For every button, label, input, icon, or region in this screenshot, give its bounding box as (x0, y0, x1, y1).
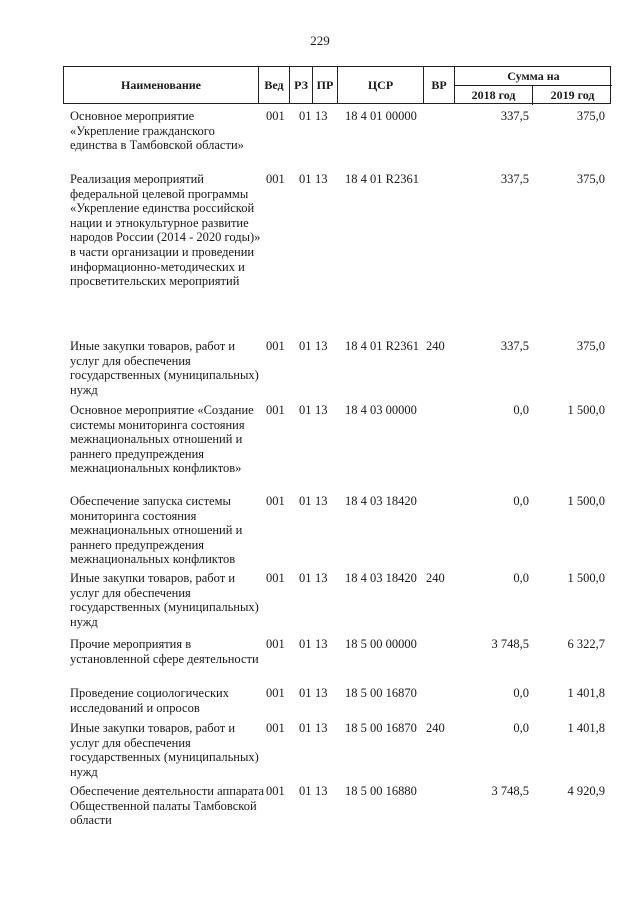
row-csr: 18 4 01 00000 (345, 109, 417, 123)
row-2019: 6 322,7 (567, 637, 605, 651)
row-vr: 240 (426, 571, 445, 585)
row-csr: 18 5 00 00000 (345, 637, 417, 651)
row-csr: 18 4 03 00000 (345, 403, 417, 417)
header-ved: Вед (259, 67, 290, 103)
row-pr: 13 (315, 109, 328, 123)
row-2019: 1 500,0 (567, 403, 605, 417)
header-pr: ПР (313, 67, 338, 103)
row-2018: 0,0 (513, 494, 529, 508)
row-csr: 18 5 00 16870 (345, 686, 417, 700)
row-ved: 001 (266, 172, 285, 186)
row-ved: 001 (266, 571, 285, 585)
row-vr: 240 (426, 339, 445, 353)
row-csr: 18 4 03 18420 (345, 494, 417, 508)
row-rz: 01 (299, 784, 312, 798)
row-ved: 001 (266, 403, 285, 417)
row-2019: 1 500,0 (567, 571, 605, 585)
row-2018: 337,5 (500, 172, 529, 186)
row-rz: 01 (299, 494, 312, 508)
row-rz: 01 (299, 637, 312, 651)
row-ved: 001 (266, 109, 285, 123)
row-2018: 337,5 (500, 109, 529, 123)
row-2018: 3 748,5 (491, 784, 529, 798)
row-2018: 0,0 (513, 721, 529, 735)
row-name: Иные закупки товаров, работ и услуг для обеспечения государственных (муниципальных) нужд (70, 339, 259, 397)
row-2019: 375,0 (576, 339, 605, 353)
header-vr: ВР (424, 67, 455, 103)
row-name: Обеспечение запуска системы мониторинга состояния межнациональных отношений и раннего предупреждения межнациональных конфликтов (70, 494, 243, 567)
row-pr: 13 (315, 403, 328, 417)
row-name: Прочие мероприятия в установленной сфере деятельности (70, 637, 259, 666)
row-2019: 375,0 (576, 109, 605, 123)
row-rz: 01 (299, 571, 312, 585)
header-csr: ЦСР (338, 67, 424, 103)
row-csr: 18 5 00 16870 (345, 721, 417, 735)
row-pr: 13 (315, 784, 328, 798)
row-name: Проведение социологических исследований и опросов (70, 686, 229, 715)
row-2018: 3 748,5 (491, 637, 529, 651)
row-rz: 01 (299, 109, 312, 123)
row-rz: 01 (299, 172, 312, 186)
row-2018: 0,0 (513, 571, 529, 585)
table-header (63, 66, 611, 104)
row-2019: 4 920,9 (567, 784, 605, 798)
row-rz: 01 (299, 403, 312, 417)
page-number: 229 (310, 33, 330, 48)
row-pr: 13 (315, 686, 328, 700)
row-pr: 13 (315, 637, 328, 651)
row-rz: 01 (299, 721, 312, 735)
row-pr: 13 (315, 172, 328, 186)
row-name: Обеспечение деятельности аппарата Общественной палаты Тамбовской области (70, 784, 265, 828)
row-ved: 001 (266, 686, 285, 700)
row-ved: 001 (266, 494, 285, 508)
row-pr: 13 (315, 721, 328, 735)
row-csr: 18 5 00 16880 (345, 784, 417, 798)
row-ved: 001 (266, 721, 285, 735)
row-2019: 1 401,8 (567, 686, 605, 700)
row-csr: 18 4 01 R2361 (345, 339, 419, 353)
row-ved: 001 (266, 784, 285, 798)
row-rz: 01 (299, 339, 312, 353)
row-2019: 375,0 (576, 172, 605, 186)
row-vr: 240 (426, 721, 445, 735)
row-2018: 337,5 (500, 339, 529, 353)
row-ved: 001 (266, 339, 285, 353)
header-2019: 2019 год (550, 88, 595, 102)
header-2018: 2018 год (455, 86, 533, 105)
row-name: Иные закупки товаров, работ и услуг для обеспечения государственных (муниципальных) нужд (70, 721, 259, 779)
row-pr: 13 (315, 339, 328, 353)
row-rz: 01 (299, 686, 312, 700)
row-2019: 1 401,8 (567, 721, 605, 735)
row-name: Основное мероприятие «Укрепление гражданского единства в Тамбовской области» (70, 109, 244, 153)
row-2019: 1 500,0 (567, 494, 605, 508)
row-2018: 0,0 (513, 403, 529, 417)
row-csr: 18 4 01 R2361 (345, 172, 419, 186)
row-name: Иные закупки товаров, работ и услуг для обеспечения государственных (муниципальных) нужд (70, 571, 259, 629)
row-ved: 001 (266, 637, 285, 651)
header-name: Наименование (64, 67, 259, 103)
row-pr: 13 (315, 494, 328, 508)
row-name: Основное мероприятие «Создание системы мониторинга состояния межнациональных отношений и раннего предупреждения межнациональных конфликтов» (70, 403, 254, 476)
row-pr: 13 (315, 571, 328, 585)
row-csr: 18 4 03 18420 (345, 571, 417, 585)
row-name: Реализация мероприятий федеральной целевой программы «Укрепление единства российской нации и этнокультурное развитие народов России (2014 - 2020 годы)» в части организации и проведении информационно-методических и просветительских мероприятий (70, 172, 261, 289)
header-sum: Сумма на (455, 67, 612, 86)
row-2018: 0,0 (513, 686, 529, 700)
header-rz: РЗ (290, 67, 313, 103)
